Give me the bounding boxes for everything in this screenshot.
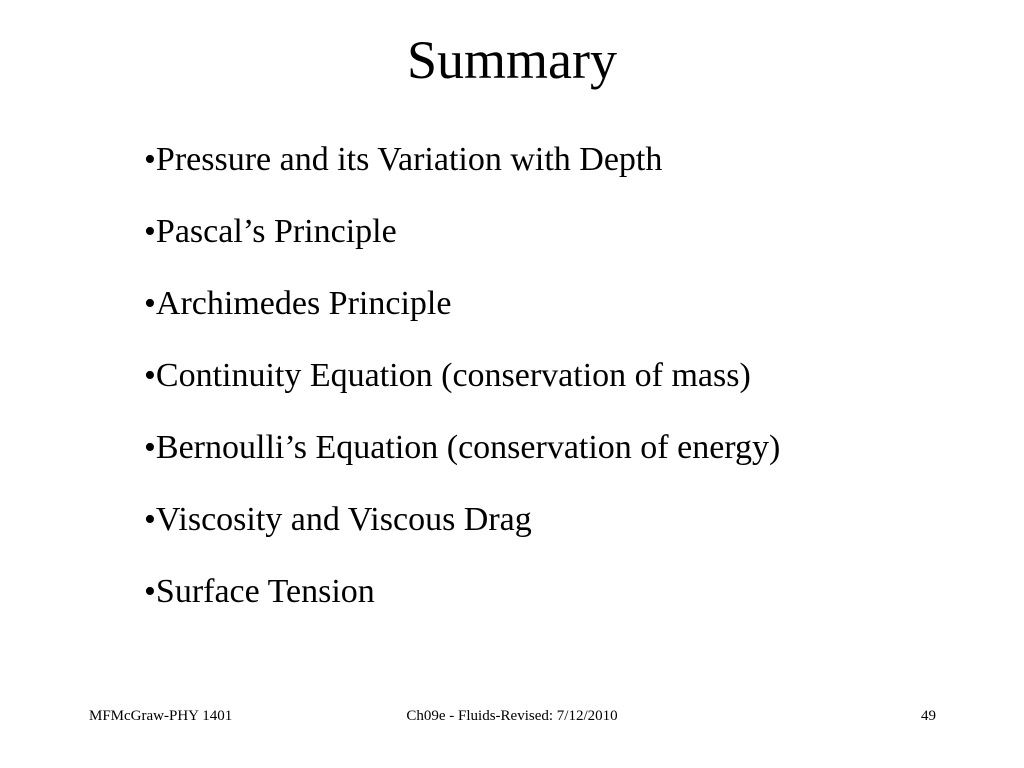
bullet-text: Bernoulli’s Equation (conservation of energy) [155,429,781,466]
bullet-item [144,210,780,254]
slide-title: Summary [407,30,617,90]
bullet-marker: • [144,429,156,466]
bullet-marker: • [144,501,156,538]
bullet-marker: • [144,357,156,394]
bullet-text: Continuity Equation (conservation of mass) [155,357,751,394]
bullet-text: Pressure and its Variation with Depth [155,141,663,178]
bullet-item [144,426,780,470]
bullet-text: Surface Tension [155,573,375,610]
bullet-text: Pascal’s Principle [155,213,397,250]
footer-course: MFMcGraw-PHY 1401 [89,708,233,724]
bullet-marker: • [144,141,156,178]
footer-page-number: 49 [921,708,936,724]
bullet-marker: • [144,573,156,610]
bullet-item [144,282,780,326]
bullet-item [144,138,780,182]
bullet-marker: • [144,213,156,250]
bullet-item [144,354,780,398]
bullet-text: Viscosity and Viscous Drag [155,501,532,538]
bullet-text: Archimedes Principle [155,285,452,322]
bullet-list [144,138,780,642]
footer-chapter: Ch09e - Fluids-Revised: 7/12/2010 [406,708,618,724]
bullet-item [144,498,780,542]
bullet-marker: • [144,285,156,322]
bullet-item [144,570,780,614]
